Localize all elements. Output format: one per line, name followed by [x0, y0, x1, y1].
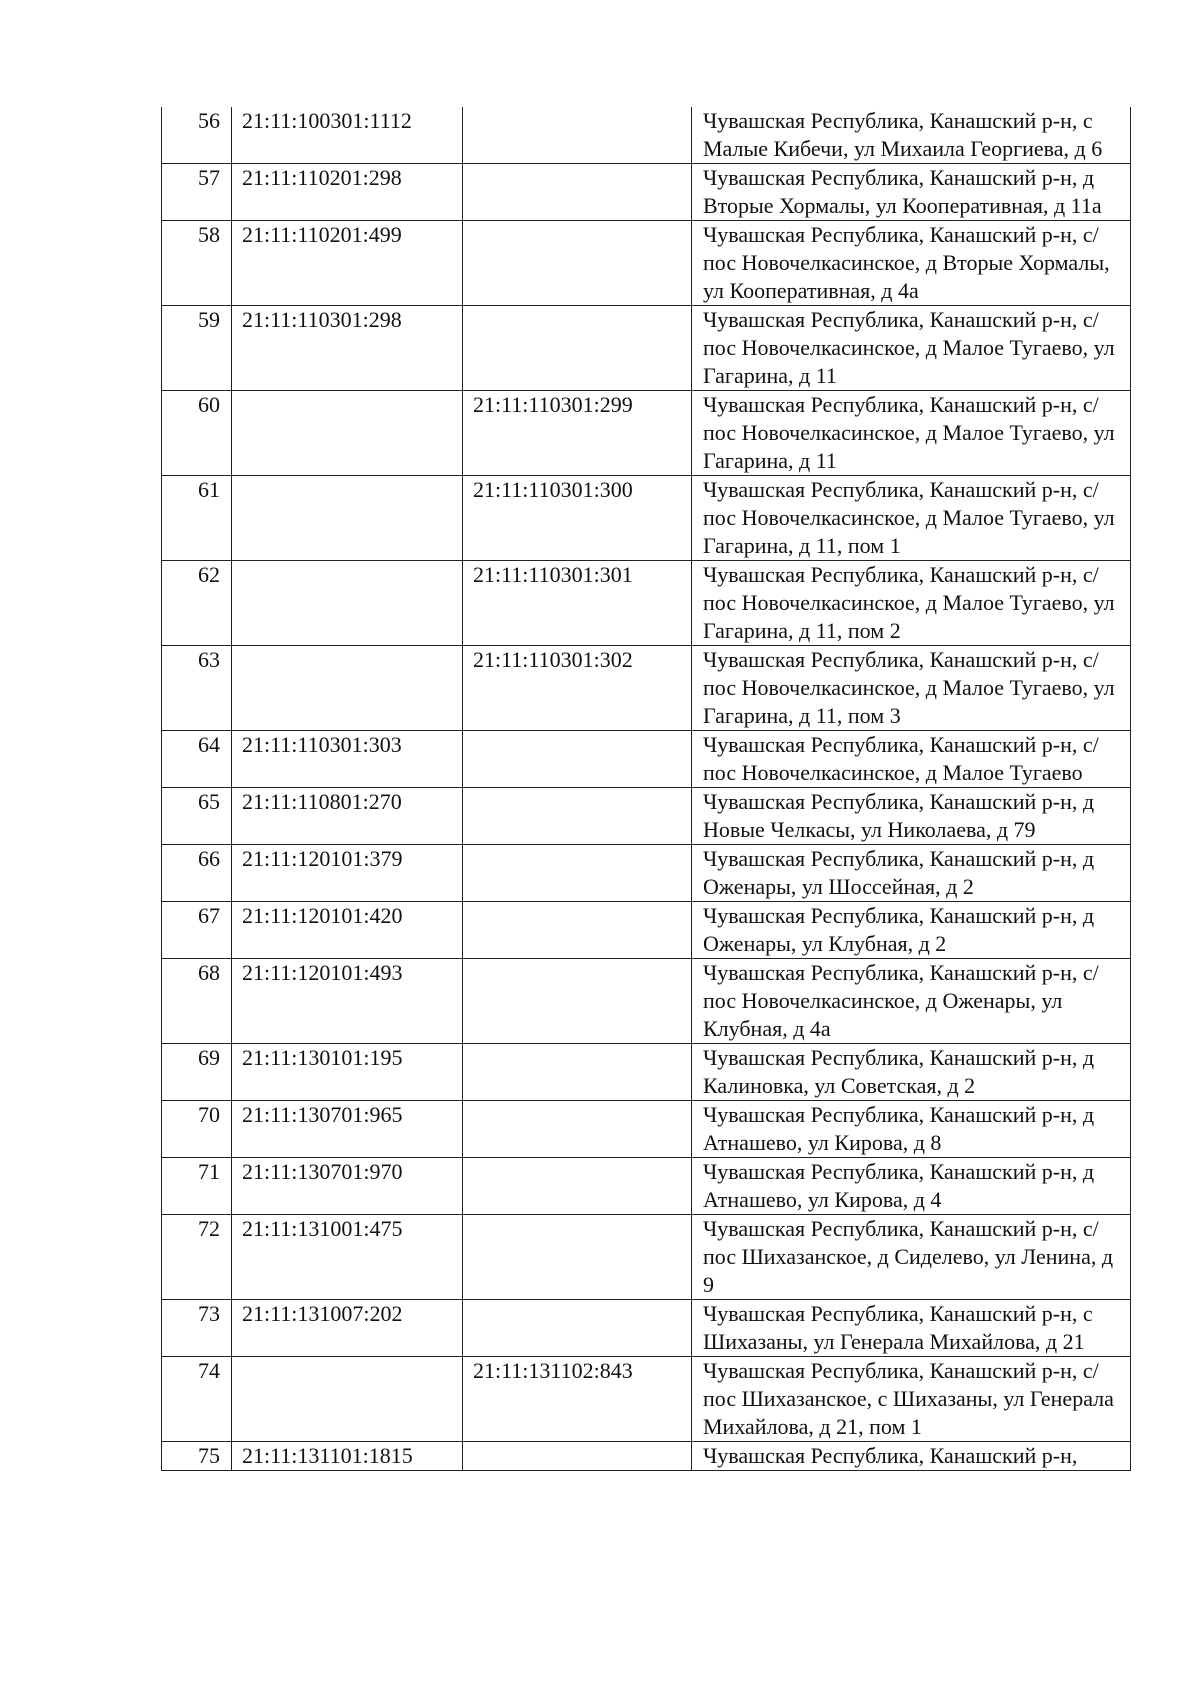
- row-number-cell: 71: [162, 1158, 232, 1215]
- building-cadastral-number-cell: [463, 107, 692, 164]
- land-cadastral-number-cell: [232, 391, 463, 476]
- address-cell: Чувашская Республика, Канашский р-н, с/пос Новочелкасинское, д Малое Тугаево: [692, 731, 1131, 788]
- address-cell: Чувашская Республика, Канашский р-н, д Оженары, ул Клубная, д 2: [692, 902, 1131, 959]
- row-number-cell: 57: [162, 164, 232, 221]
- land-cadastral-number-cell: 21:11:110301:303: [232, 731, 463, 788]
- land-cadastral-number-cell: 21:11:120101:493: [232, 959, 463, 1044]
- row-number-cell: 67: [162, 902, 232, 959]
- land-cadastral-number-cell: 21:11:110301:298: [232, 306, 463, 391]
- table-row: [162, 1101, 1131, 1158]
- building-cadastral-number-cell: [463, 1300, 692, 1357]
- row-number-cell: 74: [162, 1357, 232, 1442]
- building-cadastral-number-cell: 21:11:110301:301: [463, 561, 692, 646]
- land-cadastral-number-cell: 21:11:120101:379: [232, 845, 463, 902]
- table-row: [162, 1215, 1131, 1300]
- land-cadastral-number-cell: [232, 646, 463, 731]
- row-number-cell: 69: [162, 1044, 232, 1101]
- row-number-cell: 58: [162, 221, 232, 306]
- table-row: [162, 221, 1131, 306]
- row-number-cell: 63: [162, 646, 232, 731]
- address-cell: Чувашская Республика, Канашский р-н, д Атнашево, ул Кирова, д 4: [692, 1158, 1131, 1215]
- building-cadastral-number-cell: [463, 1215, 692, 1300]
- building-cadastral-number-cell: [463, 1442, 692, 1471]
- building-cadastral-number-cell: [463, 1101, 692, 1158]
- building-cadastral-number-cell: [463, 306, 692, 391]
- row-number-cell: 56: [162, 107, 232, 164]
- address-cell: Чувашская Республика, Канашский р-н, с/пос Новочелкасинское, д Малое Тугаево, ул Гагарина, д 11, пом 3: [692, 646, 1131, 731]
- building-cadastral-number-cell: 21:11:110301:300: [463, 476, 692, 561]
- building-cadastral-number-cell: [463, 845, 692, 902]
- address-cell: Чувашская Республика, Канашский р-н, с/пос Новочелкасинское, д Вторые Хормалы, ул Кооперативная, д 4а: [692, 221, 1131, 306]
- address-cell: Чувашская Республика, Канашский р-н, с/пос Шихазанское, с Шихазаны, ул Генерала Михайлова, д 21, пом 1: [692, 1357, 1131, 1442]
- table-row: [162, 1357, 1131, 1442]
- address-cell: Чувашская Республика, Канашский р-н, с/пос Новочелкасинское, д Малое Тугаево, ул Гагарина, д 11, пом 2: [692, 561, 1131, 646]
- address-cell: Чувашская Республика, Канашский р-н, с/пос Новочелкасинское, д Малое Тугаево, ул Гагарина, д 11, пом 1: [692, 476, 1131, 561]
- building-cadastral-number-cell: [463, 221, 692, 306]
- table-row: [162, 788, 1131, 845]
- address-cell: Чувашская Республика, Канашский р-н, с/пос Новочелкасинское, д Малое Тугаево, ул Гагарина, д 11: [692, 391, 1131, 476]
- land-cadastral-number-cell: 21:11:110801:270: [232, 788, 463, 845]
- row-number-cell: 73: [162, 1300, 232, 1357]
- land-cadastral-number-cell: 21:11:130701:970: [232, 1158, 463, 1215]
- row-number-cell: 70: [162, 1101, 232, 1158]
- table-row: [162, 391, 1131, 476]
- building-cadastral-number-cell: [463, 164, 692, 221]
- table-row: [162, 306, 1131, 391]
- row-number-cell: 61: [162, 476, 232, 561]
- address-cell: Чувашская Республика, Канашский р-н, д Вторые Хормалы, ул Кооперативная, д 11а: [692, 164, 1131, 221]
- address-cell: Чувашская Республика, Канашский р-н, д Новые Челкасы, ул Николаева, д 79: [692, 788, 1131, 845]
- table-row: [162, 1300, 1131, 1357]
- building-cadastral-number-cell: 21:11:131102:843: [463, 1357, 692, 1442]
- address-cell: Чувашская Республика, Канашский р-н, д Оженары, ул Шоссейная, д 2: [692, 845, 1131, 902]
- building-cadastral-number-cell: 21:11:110301:302: [463, 646, 692, 731]
- land-cadastral-number-cell: 21:11:130101:195: [232, 1044, 463, 1101]
- address-cell: Чувашская Республика, Канашский р-н, д Атнашево, ул Кирова, д 8: [692, 1101, 1131, 1158]
- property-table: [161, 107, 1131, 1471]
- table-body: [162, 107, 1131, 1471]
- land-cadastral-number-cell: 21:11:110201:499: [232, 221, 463, 306]
- table-row: [162, 902, 1131, 959]
- land-cadastral-number-cell: [232, 1357, 463, 1442]
- land-cadastral-number-cell: 21:11:120101:420: [232, 902, 463, 959]
- building-cadastral-number-cell: [463, 902, 692, 959]
- address-cell: Чувашская Республика, Канашский р-н, с Малые Кибечи, ул Михаила Георгиева, д 6: [692, 107, 1131, 164]
- address-cell: Чувашская Республика, Канашский р-н, с/пос Шихазанское, д Сиделево, ул Ленина, д 9: [692, 1215, 1131, 1300]
- row-number-cell: 66: [162, 845, 232, 902]
- table-row: [162, 845, 1131, 902]
- table-row: [162, 476, 1131, 561]
- land-cadastral-number-cell: 21:11:110201:298: [232, 164, 463, 221]
- row-number-cell: 75: [162, 1442, 232, 1471]
- building-cadastral-number-cell: [463, 731, 692, 788]
- row-number-cell: 72: [162, 1215, 232, 1300]
- land-cadastral-number-cell: [232, 561, 463, 646]
- land-cadastral-number-cell: 21:11:130701:965: [232, 1101, 463, 1158]
- row-number-cell: 60: [162, 391, 232, 476]
- address-cell: Чувашская Республика, Канашский р-н, с Шихазаны, ул Генерала Михайлова, д 21: [692, 1300, 1131, 1357]
- row-number-cell: 65: [162, 788, 232, 845]
- land-cadastral-number-cell: 21:11:131007:202: [232, 1300, 463, 1357]
- building-cadastral-number-cell: [463, 959, 692, 1044]
- table-row: [162, 959, 1131, 1044]
- table-row: [162, 731, 1131, 788]
- address-cell: Чувашская Республика, Канашский р-н,: [692, 1442, 1131, 1471]
- table-row: [162, 107, 1131, 164]
- table-row: [162, 1442, 1131, 1471]
- building-cadastral-number-cell: 21:11:110301:299: [463, 391, 692, 476]
- building-cadastral-number-cell: [463, 1044, 692, 1101]
- land-cadastral-number-cell: 21:11:100301:1112: [232, 107, 463, 164]
- address-cell: Чувашская Республика, Канашский р-н, с/пос Новочелкасинское, д Малое Тугаево, ул Гагарина, д 11: [692, 306, 1131, 391]
- table-row: [162, 561, 1131, 646]
- land-cadastral-number-cell: 21:11:131001:475: [232, 1215, 463, 1300]
- building-cadastral-number-cell: [463, 1158, 692, 1215]
- address-cell: Чувашская Республика, Канашский р-н, д Калиновка, ул Советская, д 2: [692, 1044, 1131, 1101]
- table-row: [162, 1044, 1131, 1101]
- row-number-cell: 62: [162, 561, 232, 646]
- land-cadastral-number-cell: [232, 476, 463, 561]
- address-cell: Чувашская Республика, Канашский р-н, с/пос Новочелкасинское, д Оженары, ул Клубная, д 4а: [692, 959, 1131, 1044]
- row-number-cell: 64: [162, 731, 232, 788]
- table-row: [162, 164, 1131, 221]
- table-row: [162, 646, 1131, 731]
- land-cadastral-number-cell: 21:11:131101:1815: [232, 1442, 463, 1471]
- table-row: [162, 1158, 1131, 1215]
- row-number-cell: 68: [162, 959, 232, 1044]
- row-number-cell: 59: [162, 306, 232, 391]
- building-cadastral-number-cell: [463, 788, 692, 845]
